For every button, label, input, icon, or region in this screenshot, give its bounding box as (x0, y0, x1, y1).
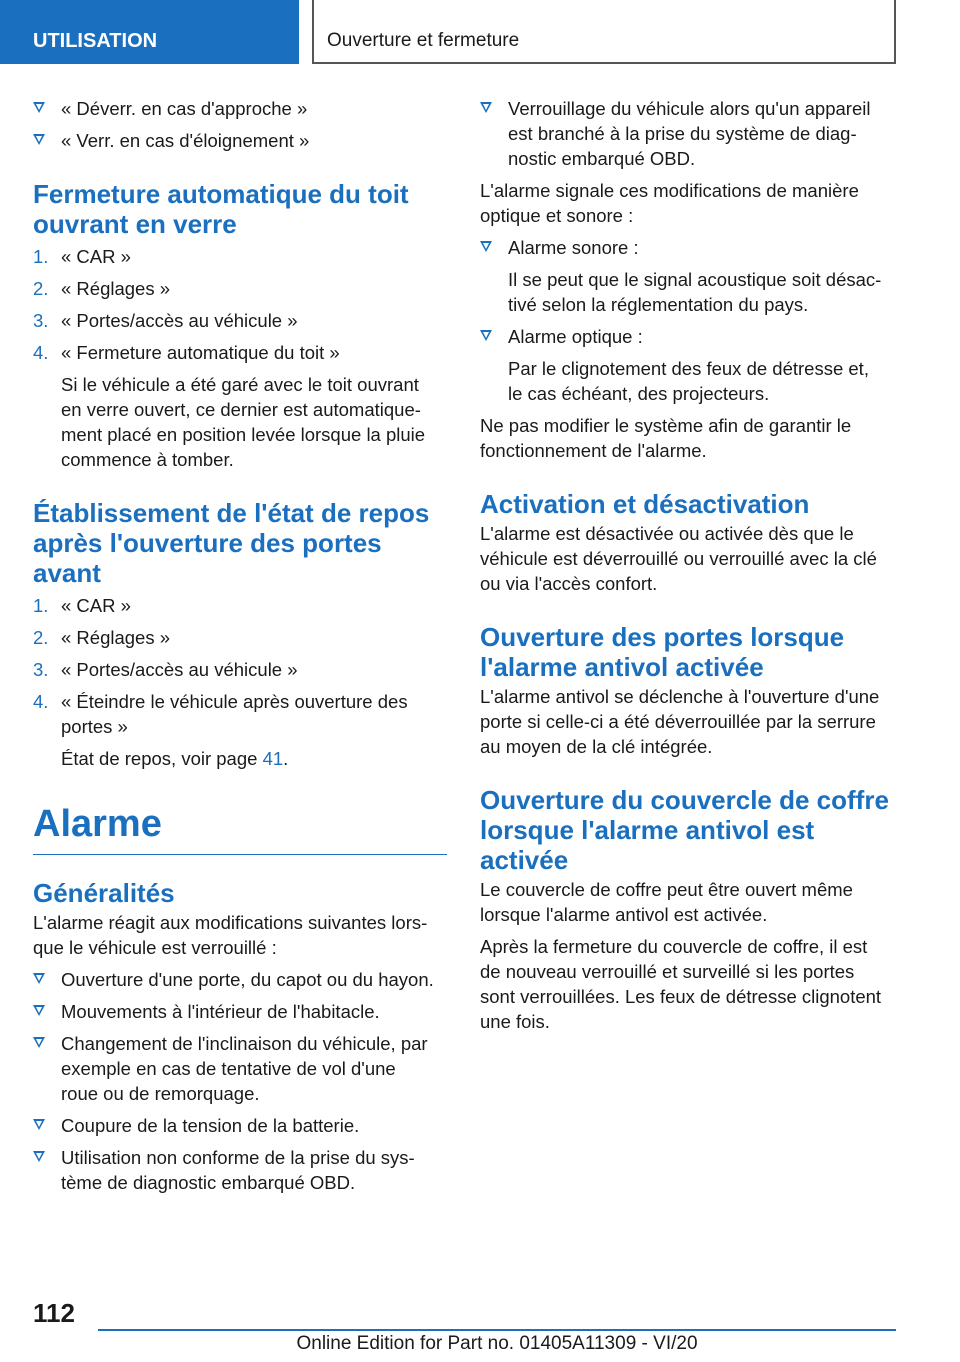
list-item: Alarme sonore : Il se peut que le signal acoustique soit désac- tivé selon la réglementation du pays. (480, 235, 896, 317)
list-item: Utilisation non conforme de la prise du sys- tème de diagnostic embarqué OBD. (33, 1145, 447, 1195)
list-item: Alarme optique : Par le clignotement des feux de détresse et, le cas échéant, des projecteurs. (480, 324, 896, 406)
section-tab: UTILISATION (0, 0, 299, 64)
section-heading: Ouverture des portes lorsque l'alarme antivol activée (480, 622, 845, 682)
triangle-bullet-icon (480, 241, 492, 252)
paragraph: L'alarme antivol se déclenche à l'ouverture d'une porte si celle-ci a été déverrouillée par la serrure au moyen de la clé intégrée. (480, 686, 880, 757)
section-heading: Ouverture du couvercle de coffre lorsque l'alarme antivol est activée (480, 785, 889, 875)
list-item: Coupure de la tension de la batterie. (33, 1113, 447, 1138)
left-column (33, 96, 447, 1195)
cross-reference: État de repos, voir page 41. (61, 748, 289, 769)
triangle-bullet-icon (33, 134, 45, 145)
page-link[interactable]: 41 (262, 748, 284, 769)
list-item: Ouverture d'une porte, du capot ou du hayon. (33, 967, 447, 992)
step-item: 2. « Réglages » (33, 278, 171, 299)
list-item: Changement de l'inclinaison du véhicule, par exemple en cas de tentative de vol d'une roue ou de remorquage. (33, 1031, 447, 1106)
step-item: 4. « Fermeture automatique du toit » (33, 342, 340, 363)
right-column (480, 96, 896, 1034)
section-heading: Généralités (33, 878, 175, 908)
triangle-bullet-icon (33, 1119, 45, 1130)
paragraph: Ne pas modifier le système afin de garantir le fonctionnement de l'alarme. (480, 415, 852, 461)
triangle-bullet-icon (33, 102, 45, 113)
step-note: Si le véhicule a été garé avec le toit ouvrant en verre ouvert, ce dernier est automatique- ment placé en position levée lorsque la pluie commence à tomber. (61, 374, 426, 470)
paragraph: Le couvercle de coffre peut être ouvert même lorsque l'alarme antivol est activée. (480, 879, 853, 925)
footer-divider (98, 1329, 896, 1331)
section-heading: Établissement de l'état de repos après l'ouverture des portes avant (33, 498, 430, 588)
chapter-heading: Alarme (33, 802, 447, 855)
list-item: « Verr. en cas d'éloignement » (33, 128, 447, 153)
paragraph: L'alarme réagit aux modifications suivantes lors- que le véhicule est verrouillé : (33, 912, 428, 958)
triangle-bullet-icon (480, 330, 492, 341)
chapter-title: Ouverture et fermeture (312, 0, 896, 64)
section-heading: Fermeture automatique du toit ouvrant en verre (33, 179, 409, 239)
paragraph: Après la fermeture du couvercle de coffre, il est de nouveau verrouillé et surveillé si les portes sont verrouillées. Les feux de détresse clignotent une fois. (480, 936, 882, 1032)
triangle-bullet-icon (33, 1151, 45, 1162)
step-item: 4. « Éteindre le véhicule après ouverture des portes » (33, 691, 408, 737)
step-item: 2. « Réglages » (33, 627, 171, 648)
paragraph: L'alarme signale ces modifications de manière optique et sonore : (480, 180, 859, 226)
step-item: 1. « CAR » (33, 246, 131, 267)
step-item: 3. « Portes/accès au véhicule » (33, 310, 298, 331)
list-item: Mouvements à l'intérieur de l'habitacle. (33, 999, 447, 1024)
triangle-bullet-icon (33, 1005, 45, 1016)
triangle-bullet-icon (33, 1037, 45, 1048)
page-number: 112 (33, 1298, 75, 1328)
triangle-bullet-icon (33, 973, 45, 984)
step-item: 3. « Portes/accès au véhicule » (33, 659, 298, 680)
edition-note: Online Edition for Part no. 01405A11309 - VI/20 (296, 1333, 698, 1354)
list-item: Verrouillage du véhicule alors qu'un appareil est branché à la prise du système de diag- nostic embarqué OBD. (480, 96, 896, 171)
list-item: « Déverr. en cas d'approche » (33, 96, 447, 121)
step-item: 1. « CAR » (33, 595, 131, 616)
triangle-bullet-icon (480, 102, 492, 113)
section-heading: Activation et désactivation (480, 489, 810, 519)
paragraph: L'alarme est désactivée ou activée dès que le véhicule est déverrouillé ou verrouillé avec la clé ou via l'accès confort. (480, 523, 877, 594)
